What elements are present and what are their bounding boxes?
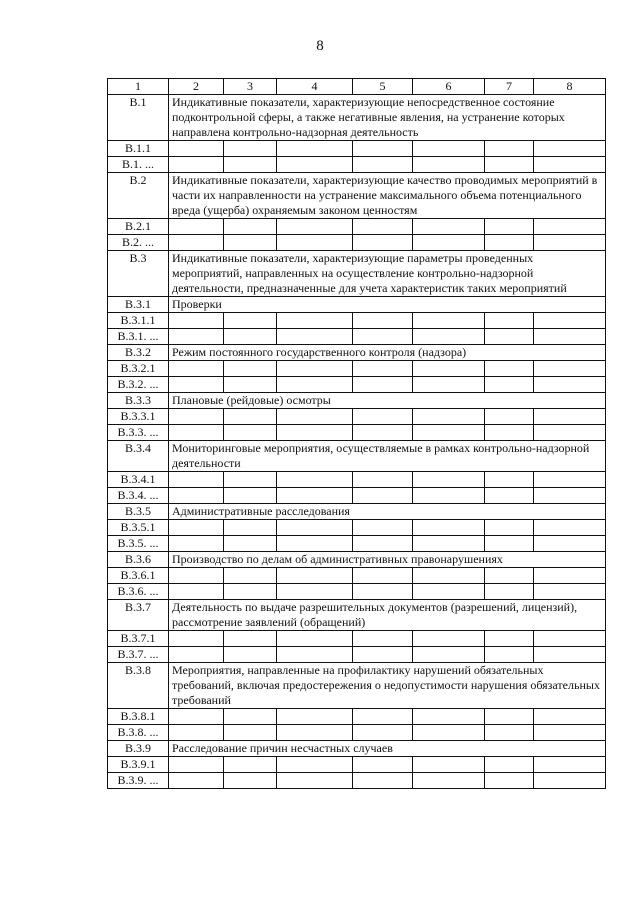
empty-cell	[277, 409, 353, 425]
empty-cell	[277, 631, 353, 647]
empty-cell	[485, 773, 534, 789]
empty-cell	[534, 568, 606, 584]
empty-cell	[534, 425, 606, 441]
empty-cell	[224, 313, 277, 329]
empty-cell	[534, 313, 606, 329]
empty-cell	[277, 647, 353, 663]
section-row	[108, 504, 606, 520]
empty-cell	[413, 409, 485, 425]
table-row	[108, 157, 606, 173]
empty-cell	[534, 472, 606, 488]
empty-cell	[534, 409, 606, 425]
table-row	[108, 773, 606, 789]
empty-cell	[277, 329, 353, 345]
row-code: В.3.8. ...	[108, 725, 169, 741]
empty-cell	[277, 361, 353, 377]
section-row	[108, 297, 606, 313]
section-title: Мониторинговые мероприятия, осуществляемые в рамках контрольно-надзорной деятельности	[169, 441, 606, 472]
row-code: В.3.6.1	[108, 568, 169, 584]
empty-cell	[413, 773, 485, 789]
table-row	[108, 631, 606, 647]
empty-cell	[485, 219, 534, 235]
row-code: В.3.5. ...	[108, 536, 169, 552]
empty-cell	[485, 520, 534, 536]
empty-cell	[534, 235, 606, 251]
empty-cell	[277, 536, 353, 552]
empty-cell	[353, 377, 413, 393]
section-row	[108, 552, 606, 568]
empty-cell	[277, 472, 353, 488]
table-row	[108, 488, 606, 504]
empty-cell	[224, 409, 277, 425]
empty-cell	[224, 773, 277, 789]
section-row	[108, 741, 606, 757]
empty-cell	[353, 425, 413, 441]
table-row	[108, 425, 606, 441]
empty-cell	[169, 219, 224, 235]
empty-cell	[169, 725, 224, 741]
empty-cell	[534, 536, 606, 552]
empty-cell	[224, 329, 277, 345]
empty-cell	[413, 568, 485, 584]
row-code: В.1	[108, 95, 169, 141]
empty-cell	[485, 631, 534, 647]
empty-cell	[413, 584, 485, 600]
empty-cell	[353, 709, 413, 725]
empty-cell	[353, 141, 413, 157]
row-code: В.3.6. ...	[108, 584, 169, 600]
empty-cell	[169, 584, 224, 600]
section-row	[108, 95, 606, 141]
table-row	[108, 520, 606, 536]
empty-cell	[277, 488, 353, 504]
empty-cell	[534, 631, 606, 647]
row-code: В.3.3.1	[108, 409, 169, 425]
empty-cell	[277, 425, 353, 441]
empty-cell	[534, 709, 606, 725]
empty-cell	[534, 647, 606, 663]
empty-cell	[277, 568, 353, 584]
empty-cell	[353, 361, 413, 377]
empty-cell	[169, 773, 224, 789]
table-row	[108, 568, 606, 584]
empty-cell	[169, 157, 224, 173]
empty-cell	[485, 647, 534, 663]
row-code: В.3.9. ...	[108, 773, 169, 789]
section-row	[108, 441, 606, 472]
empty-cell	[224, 709, 277, 725]
row-code: В.2	[108, 173, 169, 219]
empty-cell	[534, 157, 606, 173]
indicators-table	[107, 78, 606, 789]
empty-cell	[413, 520, 485, 536]
empty-cell	[353, 584, 413, 600]
row-code: В.3.7.1	[108, 631, 169, 647]
empty-cell	[413, 472, 485, 488]
table-body	[108, 79, 606, 789]
empty-cell	[413, 709, 485, 725]
empty-cell	[485, 536, 534, 552]
column-number-header: 7	[485, 79, 534, 95]
column-number-header: 2	[169, 79, 224, 95]
empty-cell	[169, 425, 224, 441]
empty-cell	[277, 235, 353, 251]
section-title: Деятельность по выдаче разрешительных документов (разрешений, лицензий), рассмотрение заявлений (обращений)	[169, 600, 606, 631]
section-row	[108, 663, 606, 709]
empty-cell	[224, 584, 277, 600]
empty-cell	[413, 219, 485, 235]
empty-cell	[413, 313, 485, 329]
empty-cell	[277, 157, 353, 173]
empty-cell	[413, 235, 485, 251]
section-title: Административные расследования	[169, 504, 606, 520]
empty-cell	[413, 157, 485, 173]
empty-cell	[277, 757, 353, 773]
section-title: Мероприятия, направленные на профилактику нарушений обязательных требований, включая предостережения о недопустимости нарушения обязательных требований	[169, 663, 606, 709]
empty-cell	[277, 219, 353, 235]
table-row	[108, 409, 606, 425]
column-number-header: 3	[224, 79, 277, 95]
column-number-header: 1	[108, 79, 169, 95]
empty-cell	[534, 488, 606, 504]
empty-cell	[169, 631, 224, 647]
empty-cell	[169, 361, 224, 377]
empty-cell	[353, 329, 413, 345]
empty-cell	[353, 313, 413, 329]
empty-cell	[485, 725, 534, 741]
row-code: В.3.1. ...	[108, 329, 169, 345]
table-row	[108, 377, 606, 393]
section-title: Индикативные показатели, характеризующие качество проводимых мероприятий в части их направленности на устранение максимального объема потенциального вреда (ущерба) охраняемым законом ценностям	[169, 173, 606, 219]
row-code: В.3.8	[108, 663, 169, 709]
row-code: В.3.2	[108, 345, 169, 361]
section-row	[108, 345, 606, 361]
empty-cell	[413, 488, 485, 504]
empty-cell	[413, 361, 485, 377]
row-code: В.3.4. ...	[108, 488, 169, 504]
row-code: В.3.4	[108, 441, 169, 472]
empty-cell	[224, 361, 277, 377]
row-code: В.3.1.1	[108, 313, 169, 329]
empty-cell	[353, 219, 413, 235]
empty-cell	[485, 157, 534, 173]
empty-cell	[534, 219, 606, 235]
empty-cell	[353, 472, 413, 488]
empty-cell	[534, 141, 606, 157]
empty-cell	[224, 520, 277, 536]
section-title: Индикативные показатели, характеризующие параметры проведенных мероприятий, направленных на осуществление контрольно-надзорной деятельности, предназначенные для учета характеристик таких мероприятий	[169, 251, 606, 297]
section-title: Плановые (рейдовые) осмотры	[169, 393, 606, 409]
empty-cell	[169, 329, 224, 345]
empty-cell	[224, 488, 277, 504]
table-row	[108, 141, 606, 157]
empty-cell	[413, 725, 485, 741]
empty-cell	[534, 725, 606, 741]
column-number-header: 8	[534, 79, 606, 95]
empty-cell	[169, 709, 224, 725]
empty-cell	[277, 773, 353, 789]
empty-cell	[169, 141, 224, 157]
empty-cell	[485, 488, 534, 504]
empty-cell	[277, 141, 353, 157]
empty-cell	[353, 773, 413, 789]
empty-cell	[485, 425, 534, 441]
empty-cell	[353, 725, 413, 741]
empty-cell	[353, 488, 413, 504]
empty-cell	[353, 235, 413, 251]
table-row	[108, 647, 606, 663]
empty-cell	[485, 757, 534, 773]
empty-cell	[485, 361, 534, 377]
table-row	[108, 725, 606, 741]
column-number-header: 4	[277, 79, 353, 95]
row-code: В.3.5.1	[108, 520, 169, 536]
row-code: В.3.5	[108, 504, 169, 520]
empty-cell	[169, 235, 224, 251]
empty-cell	[224, 235, 277, 251]
empty-cell	[485, 141, 534, 157]
empty-cell	[224, 141, 277, 157]
row-code: В.3.8.1	[108, 709, 169, 725]
empty-cell	[169, 472, 224, 488]
empty-cell	[169, 568, 224, 584]
row-code: В.2.1	[108, 219, 169, 235]
empty-cell	[413, 757, 485, 773]
row-code: В.2. ...	[108, 235, 169, 251]
empty-cell	[169, 757, 224, 773]
table-row	[108, 361, 606, 377]
column-number-header: 6	[413, 79, 485, 95]
empty-cell	[224, 425, 277, 441]
empty-cell	[224, 219, 277, 235]
section-row	[108, 600, 606, 631]
row-code: В.3.3	[108, 393, 169, 409]
empty-cell	[224, 472, 277, 488]
empty-cell	[277, 709, 353, 725]
empty-cell	[169, 409, 224, 425]
empty-cell	[277, 520, 353, 536]
row-code: В.3	[108, 251, 169, 297]
section-row	[108, 393, 606, 409]
row-code: В.3.9.1	[108, 757, 169, 773]
empty-cell	[485, 472, 534, 488]
empty-cell	[485, 235, 534, 251]
empty-cell	[413, 377, 485, 393]
row-code: В.3.2. ...	[108, 377, 169, 393]
empty-cell	[353, 647, 413, 663]
row-code: В.3.2.1	[108, 361, 169, 377]
empty-cell	[485, 313, 534, 329]
empty-cell	[224, 568, 277, 584]
row-code: В.3.7	[108, 600, 169, 631]
empty-cell	[169, 536, 224, 552]
empty-cell	[353, 409, 413, 425]
empty-cell	[485, 568, 534, 584]
empty-cell	[169, 377, 224, 393]
empty-cell	[353, 631, 413, 647]
table-row	[108, 472, 606, 488]
empty-cell	[224, 536, 277, 552]
empty-cell	[534, 520, 606, 536]
empty-cell	[353, 757, 413, 773]
empty-cell	[169, 520, 224, 536]
row-code: В.3.6	[108, 552, 169, 568]
empty-cell	[169, 488, 224, 504]
row-code: В.1.1	[108, 141, 169, 157]
empty-cell	[534, 757, 606, 773]
table-row	[108, 536, 606, 552]
section-row	[108, 251, 606, 297]
section-title: Производство по делам об административных правонарушениях	[169, 552, 606, 568]
empty-cell	[413, 631, 485, 647]
table-row	[108, 313, 606, 329]
table-header-row	[108, 79, 606, 95]
empty-cell	[485, 709, 534, 725]
table-row	[108, 329, 606, 345]
row-code: В.3.7. ...	[108, 647, 169, 663]
table-row	[108, 235, 606, 251]
empty-cell	[224, 647, 277, 663]
empty-cell	[413, 647, 485, 663]
empty-cell	[485, 584, 534, 600]
table-row	[108, 584, 606, 600]
empty-cell	[224, 757, 277, 773]
table-row	[108, 709, 606, 725]
empty-cell	[353, 520, 413, 536]
empty-cell	[169, 313, 224, 329]
column-number-header: 5	[353, 79, 413, 95]
empty-cell	[277, 725, 353, 741]
empty-cell	[485, 377, 534, 393]
section-title: Расследование причин несчастных случаев	[169, 741, 606, 757]
empty-cell	[534, 584, 606, 600]
row-code: В.3.9	[108, 741, 169, 757]
empty-cell	[485, 409, 534, 425]
table-row	[108, 219, 606, 235]
empty-cell	[534, 773, 606, 789]
empty-cell	[277, 584, 353, 600]
page-number: 8	[316, 38, 324, 54]
empty-cell	[353, 568, 413, 584]
empty-cell	[413, 141, 485, 157]
empty-cell	[534, 361, 606, 377]
empty-cell	[224, 377, 277, 393]
empty-cell	[413, 329, 485, 345]
section-title: Режим постоянного государственного контроля (надзора)	[169, 345, 606, 361]
empty-cell	[413, 425, 485, 441]
row-code: В.1. ...	[108, 157, 169, 173]
empty-cell	[224, 631, 277, 647]
section-row	[108, 173, 606, 219]
empty-cell	[277, 377, 353, 393]
empty-cell	[353, 157, 413, 173]
empty-cell	[277, 313, 353, 329]
empty-cell	[413, 536, 485, 552]
row-code: В.3.4.1	[108, 472, 169, 488]
empty-cell	[169, 647, 224, 663]
row-code: В.3.1	[108, 297, 169, 313]
empty-cell	[534, 329, 606, 345]
empty-cell	[485, 329, 534, 345]
table-row	[108, 757, 606, 773]
section-title: Индикативные показатели, характеризующие непосредственное состояние подконтрольной сферы, а также негативные явления, на устранение которых направлена контрольно-надзорная деятельность	[169, 95, 606, 141]
empty-cell	[224, 157, 277, 173]
row-code: В.3.3. ...	[108, 425, 169, 441]
section-title: Проверки	[169, 297, 606, 313]
empty-cell	[224, 725, 277, 741]
empty-cell	[534, 377, 606, 393]
empty-cell	[353, 536, 413, 552]
